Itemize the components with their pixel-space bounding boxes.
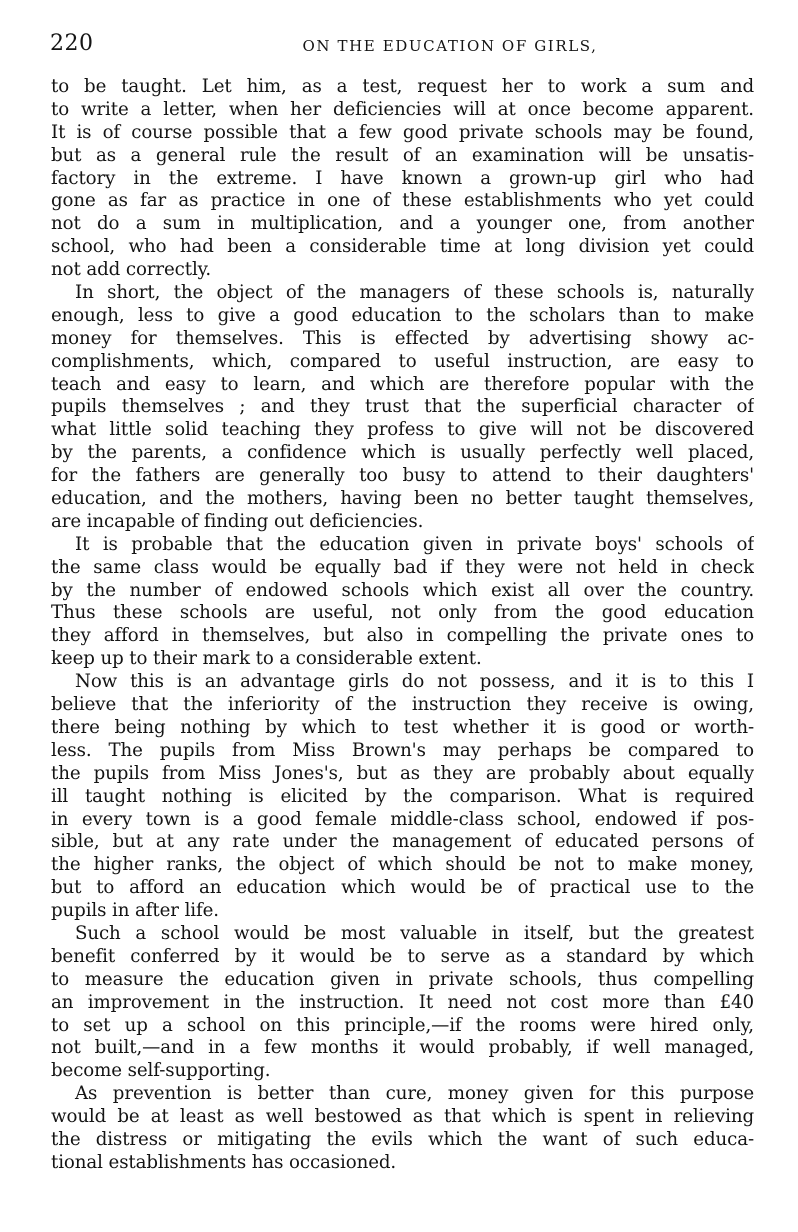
paragraph xyxy=(51,671,754,923)
text-line: not add correctly. xyxy=(51,259,212,281)
text-line: in every town is a good female middle-class school, endowed if pos- xyxy=(51,808,754,830)
text-line: less. The pupils from Miss Brown's may perhaps be compared to xyxy=(51,739,754,761)
text-line: Such a school would be most valuable in itself, but the greatest xyxy=(75,922,754,944)
text-line: Now this is an advantage girls do not possess, and it is to this I xyxy=(75,671,754,693)
page-header xyxy=(50,32,750,62)
text-line: sible, but at any rate under the management of educated persons of xyxy=(51,831,754,853)
text-line: benefit conferred by it would be to serve as a standard by which xyxy=(51,945,754,967)
text-line: the higher ranks, the object of which should be not to make money, xyxy=(51,854,754,876)
text-line: to be taught. Let him, as a test, request her to work a sum and xyxy=(51,76,754,97)
text-line: to measure the education given in private schools, thus compelling xyxy=(51,968,754,990)
text-line: pupils in after life. xyxy=(51,900,219,922)
text-line: tional establishments has occasioned. xyxy=(51,1151,397,1173)
text-line: It is probable that the education given in private boys' schools of xyxy=(75,533,754,555)
text-line: ill taught nothing is elicited by the comparison. What is required xyxy=(51,785,754,807)
paragraph xyxy=(51,534,754,671)
text-line: enough, less to give a good education to the scholars than to make xyxy=(51,304,754,326)
text-line: In short, the object of the managers of these schools is, naturally xyxy=(75,282,754,304)
text-line: would be at least as well bestowed as that which is spent in relieving xyxy=(51,1106,754,1128)
text-line: to write a letter, when her deficiencies will at once become apparent. xyxy=(51,98,754,120)
text-line: pupils themselves ; and they trust that the superficial character of xyxy=(51,396,754,418)
text-line: education, and the mothers, having been no better taught themselves, xyxy=(51,488,754,510)
paragraph xyxy=(51,76,754,282)
text-line: not do a sum in multiplication, and a younger one, from another xyxy=(51,213,754,235)
page-number: 220 xyxy=(50,31,94,56)
text-line: teach and easy to learn, and which are therefore popular with the xyxy=(51,373,754,395)
text-line: As prevention is better than cure, money given for this purpose xyxy=(75,1083,754,1105)
text-line: an improvement in the instruction. It need not cost more than £40 xyxy=(51,991,754,1013)
running-head: ON THE EDUCATION OF GIRLS, xyxy=(302,37,598,55)
text-line: not built,—and in a few months it would probably, if well managed, xyxy=(51,1037,754,1059)
text-line: keep up to their mark to a considerable extent. xyxy=(51,648,482,670)
text-line: there being nothing by which to test whether it is good or worth- xyxy=(51,716,754,738)
text-line: complishments, which, compared to useful instruction, are easy to xyxy=(51,350,754,372)
text-line: It is of course possible that a few good private schools may be found, xyxy=(51,121,754,143)
text-line: by the parents, a confidence which is usually perfectly well placed, xyxy=(51,442,754,464)
text-line: but as a general rule the result of an examination will be unsatis- xyxy=(51,144,754,166)
text-line: are incapable of finding out deficiencies. xyxy=(51,510,424,532)
text-line: they afford in themselves, but also in compelling the private ones to xyxy=(51,625,754,647)
text-line: factory in the extreme. I have known a grown-up girl who had xyxy=(51,167,754,189)
text-line: money for themselves. This is effected by advertising showy ac- xyxy=(51,327,754,349)
text-line: school, who had been a considerable time at long division yet could xyxy=(51,236,754,258)
paragraph xyxy=(51,923,754,1083)
paragraph xyxy=(51,1083,754,1175)
paragraph xyxy=(51,282,754,534)
text-line: but to afford an education which would be of practical use to the xyxy=(51,877,754,899)
text-line: the distress or mitigating the evils which the want of such educa- xyxy=(51,1128,754,1150)
body-text xyxy=(51,76,754,1175)
text-line: believe that the inferiority of the instruction they receive is owing, xyxy=(51,694,754,716)
text-line: for the fathers are generally too busy to attend to their daughters' xyxy=(51,465,754,487)
text-line: Thus these schools are useful, not only from the good education xyxy=(51,602,754,624)
text-line: what little solid teaching they profess to give will not be discovered xyxy=(51,419,754,441)
text-line: the pupils from Miss Jones's, but as they are probably about equally xyxy=(51,762,754,784)
text-line: become self-supporting. xyxy=(51,1060,271,1082)
text-line: the same class would be equally bad if they were not held in check xyxy=(51,556,754,578)
text-line: by the number of endowed schools which exist all over the country. xyxy=(51,579,754,601)
text-line: gone as far as practice in one of these establishments who yet could xyxy=(51,190,754,212)
text-line: to set up a school on this principle,—if the rooms were hired only, xyxy=(51,1014,754,1036)
